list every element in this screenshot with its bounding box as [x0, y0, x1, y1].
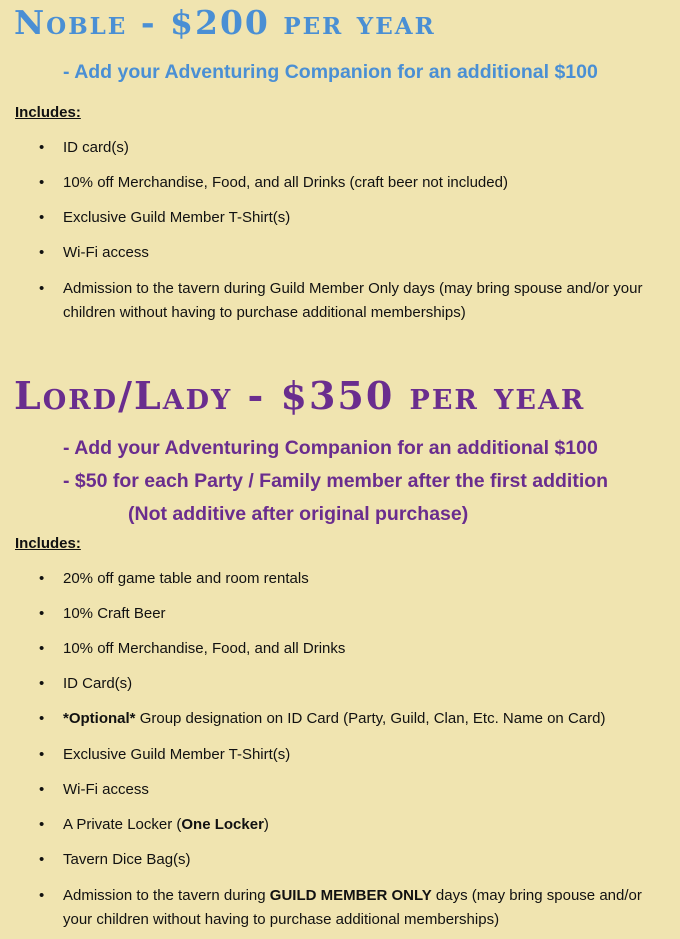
noble-item-text: Exclusive Guild Member T-Shirt(s): [63, 209, 291, 226]
bullet-icon: •: [39, 781, 45, 798]
bullet-icon: •: [39, 244, 45, 261]
noble-tier-title: Noble - $200 per year: [14, 3, 436, 42]
lord-item-text: A Private Locker (: [63, 816, 182, 833]
noble-item-text: ID card(s): [63, 139, 129, 156]
lord-item-text-suffix: days (may bring spouse and/or your children without having to purchase additional memberships): [63, 887, 642, 928]
lord-includes-label: Includes:: [15, 535, 81, 552]
noble-item-text: 10% off Merchandise, Food, and all Drinks (craft beer not included): [63, 174, 508, 191]
lord-item-text: Tavern Dice Bag(s): [63, 851, 191, 868]
bullet-icon: •: [39, 710, 45, 727]
lord-item-text: 10% off Merchandise, Food, and all Drinks: [63, 640, 346, 657]
noble-item-admission: [39, 277, 662, 325]
lord-item-text: Admission to the tavern during: [63, 887, 270, 904]
bullet-icon: •: [39, 887, 45, 904]
bullet-icon: •: [39, 570, 45, 587]
bullet-icon: •: [39, 139, 45, 156]
bullet-icon: •: [39, 605, 45, 622]
bullet-icon: •: [39, 675, 45, 692]
bullet-icon: •: [39, 851, 45, 868]
lord-item-text-suffix: ): [263, 816, 269, 833]
lord-item-text: 10% Craft Beer: [63, 605, 166, 622]
lord-item-text: Exclusive Guild Member T-Shirt(s): [63, 746, 291, 763]
noble-item-id-card: [39, 136, 662, 160]
bullet-icon: •: [39, 174, 45, 191]
noble-item-tshirt: [39, 206, 662, 230]
noble-companion-addon: - Add your Adventuring Companion for an additional $100: [63, 61, 598, 83]
locker-emphasis: One Locker: [181, 816, 264, 833]
lord-item-id-card: [39, 672, 662, 696]
lord-item-locker: [39, 813, 662, 837]
noble-item-text: Wi-Fi access: [63, 244, 149, 261]
lord-addon-note: (Not additive after original purchase): [128, 503, 469, 525]
lord-item-text: Wi-Fi access: [63, 781, 149, 798]
bullet-icon: •: [39, 746, 45, 763]
noble-item-text: Admission to the tavern during Guild Member Only days (may bring spouse and/or your children without having to purchase additional memberships): [63, 280, 643, 321]
noble-item-wifi: [39, 241, 662, 265]
lord-item-tshirt: [39, 743, 662, 767]
bullet-icon: •: [39, 280, 45, 297]
lord-item-dice-bag: [39, 848, 662, 872]
guild-only-emphasis: GUILD MEMBER ONLY: [269, 887, 432, 904]
bullet-icon: •: [39, 209, 45, 226]
lord-companion-addon: - Add your Adventuring Companion for an additional $100: [63, 437, 598, 459]
lord-item-text: Group designation on ID Card (Party, Guild, Clan, Etc. Name on Card): [139, 710, 606, 727]
noble-includes-label: Includes:: [15, 104, 81, 121]
lord-item-discount: [39, 637, 662, 661]
lord-family-addon: - $50 for each Party / Family member after the first addition: [63, 470, 609, 492]
lord-item-wifi: [39, 778, 662, 802]
bullet-icon: •: [39, 640, 45, 657]
lord-item-craft-beer: [39, 602, 662, 626]
bullet-icon: •: [39, 816, 45, 833]
lord-item-rentals: [39, 567, 662, 591]
lord-item-group-designation: [39, 707, 662, 731]
noble-item-discount: [39, 171, 662, 195]
lord-lady-tier-title: Lord/Lady - $350 per year: [14, 373, 586, 418]
lord-item-text: ID Card(s): [63, 675, 133, 692]
optional-tag: *Optional*: [63, 710, 136, 727]
lord-item-text: 20% off game table and room rentals: [63, 570, 309, 587]
lord-item-admission: [39, 884, 662, 932]
